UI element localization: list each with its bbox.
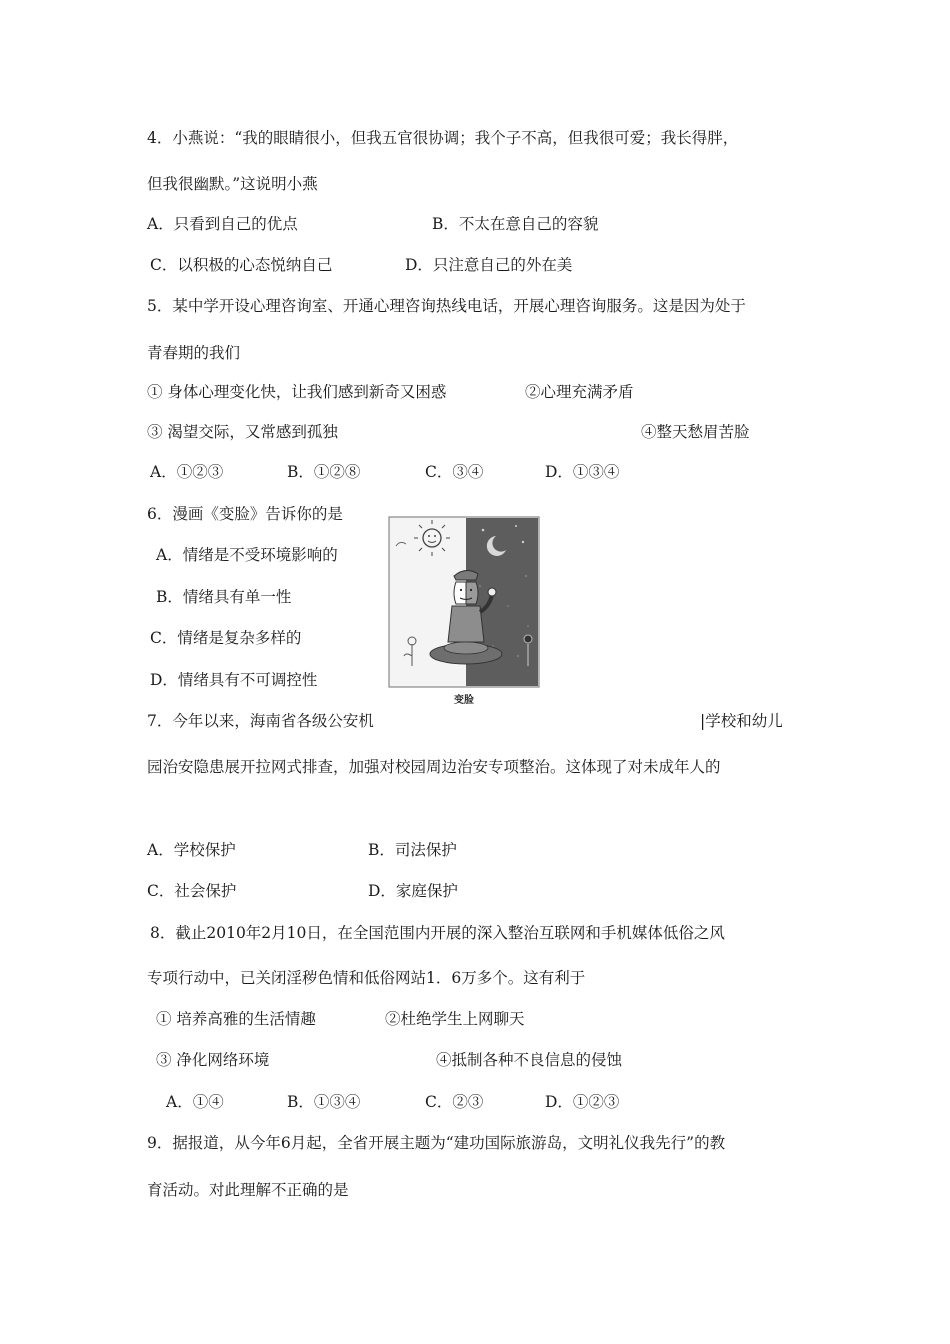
q6-option-a: A．情绪是不受环境影响的 (156, 546, 338, 564)
q4-option-a: A．只看到自己的优点 (147, 215, 298, 233)
q5-item-2: ②心理充满矛盾 (525, 383, 634, 401)
q8-option-b: B．①③④ (287, 1093, 361, 1111)
q8-stem-line1: 8．截止2010年2月10日，在全国范围内开展的深入整治互联网和手机媒体低俗之风 (150, 924, 725, 942)
q5-stem-line1: 5．某中学开设心理咨询室、开通心理咨询热线电话，开展心理咨询服务。这是因为处于 (147, 297, 746, 315)
q6-option-d: D．情绪具有不可调控性 (150, 671, 318, 689)
q8-item-2: ②杜绝学生上网聊天 (385, 1010, 525, 1028)
q5-option-d: D．①③④ (545, 463, 620, 481)
q7-stem-line1a: 7．今年以来，海南省各级公安机 (147, 712, 374, 730)
q5-item-1: ① 身体心理变化快，让我们感到新奇又困惑 (147, 383, 447, 401)
q4-stem-line1: 4．小燕说：“我的眼睛很小，但我五官很协调；我个子不高，但我很可爱；我长得胖， (147, 129, 739, 147)
q5-item-3: ③ 渴望交际，又常感到孤独 (147, 423, 338, 441)
cartoon-bianlian-image (388, 516, 540, 708)
q5-stem-line2: 青春期的我们 (147, 344, 241, 362)
q7-option-a: A．学校保护 (147, 841, 236, 859)
q8-option-c: C．②③ (425, 1093, 484, 1111)
q5-item-4: ④整天愁眉苦脸 (641, 423, 750, 441)
cartoon-illustration (388, 516, 540, 688)
q9-stem-line1: 9．据报道，从今年6月起，全省开展主题为“建功国际旅游岛，文明礼仪我先行”的教 (147, 1134, 726, 1152)
cartoon-caption: 变脸 (454, 695, 474, 706)
q4-stem-line2: 但我很幽默。”这说明小燕 (147, 175, 318, 193)
q4-option-c: C．以积极的心态悦纳自己 (150, 256, 333, 274)
q7-option-c: C．社会保护 (147, 882, 237, 900)
q7-stem-line2: 园治安隐患展开拉网式排查，加强对校园周边治安专项整治。这体现了对未成年人的 (147, 758, 721, 776)
q4-option-d: D．只注意自己的外在美 (405, 256, 573, 274)
q6-option-c: C．情绪是复杂多样的 (150, 629, 302, 647)
q9-stem-line2: 育活动。对此理解不正确的是 (147, 1181, 349, 1199)
q6-stem: 6．漫画《变脸》告诉你的是 (147, 505, 343, 523)
q8-item-4: ④抵制各种不良信息的侵蚀 (436, 1051, 623, 1069)
q8-stem-line2: 专项行动中，已关闭淫秽色情和低俗网站1．6万多个。这有利于 (147, 969, 586, 987)
q4-option-b: B．不太在意自己的容貌 (432, 215, 599, 233)
q6-option-b: B．情绪具有单一性 (156, 588, 292, 606)
q5-option-a: A．①②③ (150, 463, 224, 481)
q7-option-d: D．家庭保护 (368, 882, 458, 900)
q5-option-b: B．①②⑧ (287, 463, 361, 481)
q8-option-a: A．①④ (166, 1093, 224, 1111)
q8-item-1: ① 培养高雅的生活情趣 (156, 1010, 316, 1028)
q5-option-c: C．③④ (425, 463, 484, 481)
q8-item-3: ③ 净化网络环境 (156, 1051, 270, 1069)
q7-stem-line1b: |学校和幼儿 (700, 712, 783, 730)
q8-option-d: D．①②③ (545, 1093, 620, 1111)
q7-option-b: B．司法保护 (368, 841, 457, 859)
